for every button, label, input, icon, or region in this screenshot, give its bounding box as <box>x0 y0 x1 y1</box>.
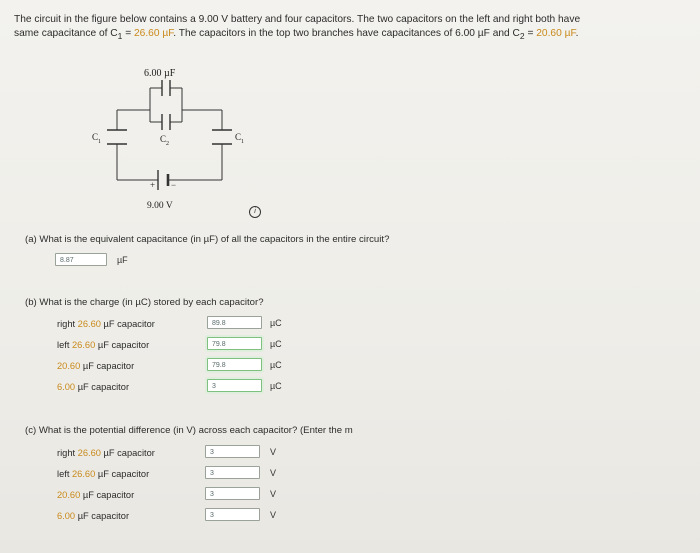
intro-line-1: The circuit in the figure below contains a 9.00 V battery and four capacitors. The two capacitors on the left and right both have <box>14 14 581 25</box>
part-a-question: (a) What is the equivalent capacitance (in µF) of all the capacitors in the entire circuit? <box>25 234 390 245</box>
part-b-unit: µC <box>270 381 282 391</box>
part-c-unit: V <box>270 489 277 499</box>
part-c-answer-field[interactable]: 3 <box>205 508 260 521</box>
c2-value: 20.60 µF <box>536 27 576 39</box>
part-c-question: (c) What is the potential difference (in V) across each capacitor? (Enter the m <box>25 425 353 436</box>
part-c-row-label: 6.00 µF capacitor <box>57 511 130 521</box>
info-icon[interactable]: i <box>249 206 261 218</box>
part-b-row-label: 20.60 µF capacitor <box>57 361 135 371</box>
battery-plus: + <box>150 180 156 190</box>
mid-cap-label: $C_2$ <box>160 134 170 147</box>
part-c-row-label: right 26.60 µF capacitor <box>57 448 155 458</box>
part-b-question: (b) What is the charge (in µC) stored by each capacitor? <box>25 297 264 308</box>
top-cap-label: 6.00 µF <box>144 68 176 79</box>
part-b-answer-field[interactable]: 79.8 <box>207 358 262 371</box>
part-b-answer-field[interactable]: 3 <box>207 379 262 392</box>
left-cap-label: $C_1$ <box>92 132 102 145</box>
circuit-diagram <box>70 60 260 220</box>
part-b-row-label: 6.00 µF capacitor <box>57 382 130 392</box>
part-c-row-label: left 26.60 µF capacitor <box>57 469 150 479</box>
part-c-row-label: 20.60 µF capacitor <box>57 490 135 500</box>
part-c-answer-field[interactable]: 3 <box>205 487 260 500</box>
right-cap-label: $C_1$ <box>235 132 245 145</box>
part-a-answer-field[interactable]: 8.87 <box>55 253 107 266</box>
part-c-unit: V <box>270 510 277 520</box>
part-b-unit: µC <box>270 360 282 370</box>
part-c-unit: V <box>270 468 277 478</box>
c1-value: 26.60 µF <box>134 27 174 39</box>
part-c-unit: V <box>270 447 277 457</box>
part-b-row-label: left 26.60 µF capacitor <box>57 340 150 350</box>
problem-statement <box>14 13 694 43</box>
battery-minus: − <box>171 180 177 190</box>
part-b-answer-field[interactable]: 79.8 <box>207 337 262 350</box>
intro-line-2: same capacitance of $C_1 = 26.60$ µF. The capacitors in the top two branches have capacitances of 6.00 µF and $C_2 = 20.60$ µF. <box>14 27 579 41</box>
part-b-unit: µC <box>270 339 282 349</box>
part-b-answer-field[interactable]: 89.8 <box>207 316 262 329</box>
part-b-row-label: right 26.60 µF capacitor <box>57 319 155 329</box>
part-b-unit: µC <box>270 318 282 328</box>
part-c-answer-field[interactable]: 3 <box>205 466 260 479</box>
part-c-answer-field[interactable]: 3 <box>205 445 260 458</box>
battery-label: 9.00 V <box>147 201 173 211</box>
part-a-unit: µF <box>117 255 128 265</box>
